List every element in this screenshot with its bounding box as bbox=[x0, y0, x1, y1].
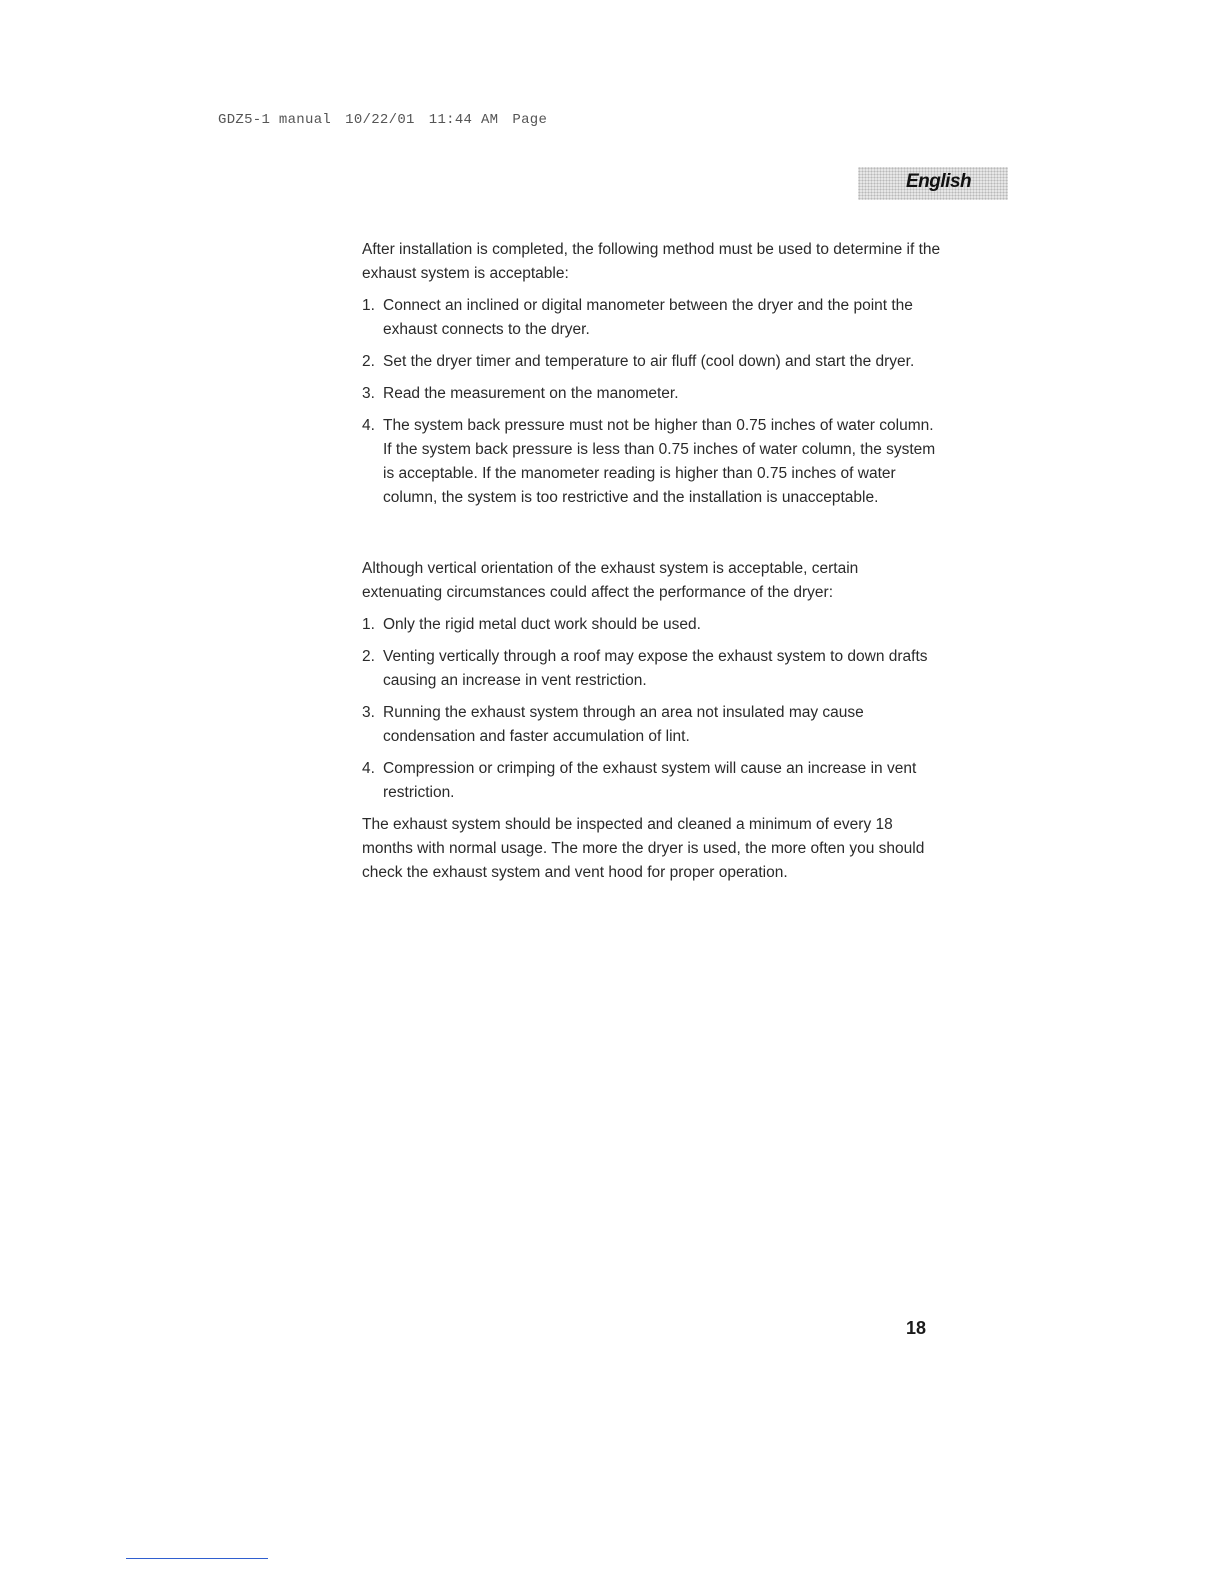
section-spacer bbox=[362, 518, 942, 557]
language-label: English bbox=[906, 171, 972, 192]
step-text: The system back pressure must not be higher than 0.75 inches of water column. If the system back pressure is less than 0.75 inches of water column, the system is acceptable. If the manometer reading is higher than 0.75 inches of water column, the system is too restrictive and the installation is unacceptable. bbox=[383, 417, 936, 506]
section1-steps bbox=[362, 294, 942, 510]
step-text: Connect an inclined or digital manometer between the dryer and the point the exhaust connects to the dryer. bbox=[383, 297, 913, 338]
list-item bbox=[362, 382, 942, 406]
page-number: 18 bbox=[906, 1318, 927, 1338]
list-item bbox=[362, 701, 942, 749]
list-item bbox=[362, 645, 942, 693]
step-text: Set the dryer timer and temperature to air fluff (cool down) and start the dryer. bbox=[383, 353, 915, 370]
section2-steps bbox=[362, 613, 942, 805]
section2-intro: Although vertical orientation of the exhaust system is acceptable, certain extenuating circumstances could affect the performance of the dryer: bbox=[362, 560, 859, 601]
list-item bbox=[362, 294, 942, 342]
step-number: 4. bbox=[362, 760, 375, 777]
step-text: Only the rigid metal duct work should be used. bbox=[383, 616, 701, 633]
section2-closing: The exhaust system should be inspected and cleaned a minimum of every 18 months with normal usage. The more the dryer is used, the more often you should check the exhaust system and vent hood for proper operation. bbox=[362, 816, 925, 881]
slug-page: Page bbox=[512, 112, 548, 128]
step-number: 4. bbox=[362, 417, 375, 434]
step-number: 2. bbox=[362, 353, 375, 370]
print-slug bbox=[218, 112, 561, 128]
slug-file: GDZ5-1 manual bbox=[218, 112, 332, 128]
section1-intro: After installation is completed, the following method must be used to determine if the exhaust system is acceptable: bbox=[362, 241, 941, 282]
step-number: 1. bbox=[362, 616, 375, 633]
step-number: 3. bbox=[362, 385, 375, 402]
list-item bbox=[362, 414, 942, 510]
step-text: Venting vertically through a roof may expose the exhaust system to down drafts causing an increase in vent restriction. bbox=[383, 648, 928, 689]
step-number: 3. bbox=[362, 704, 375, 721]
document-body bbox=[362, 238, 942, 885]
slug-date: 10/22/01 bbox=[345, 112, 415, 128]
language-tab bbox=[858, 167, 1008, 200]
step-number: 2. bbox=[362, 648, 375, 665]
step-text: Running the exhaust system through an area not insulated may cause condensation and faster accumulation of lint. bbox=[383, 704, 864, 745]
slug-time: 11:44 AM bbox=[428, 112, 499, 128]
footer-rule bbox=[126, 1558, 268, 1559]
list-item bbox=[362, 613, 942, 637]
list-item bbox=[362, 350, 942, 374]
step-number: 1. bbox=[362, 297, 375, 314]
step-text: Read the measurement on the manometer. bbox=[383, 385, 679, 402]
list-item bbox=[362, 757, 942, 805]
step-text: Compression or crimping of the exhaust system will cause an increase in vent restriction. bbox=[383, 760, 917, 801]
